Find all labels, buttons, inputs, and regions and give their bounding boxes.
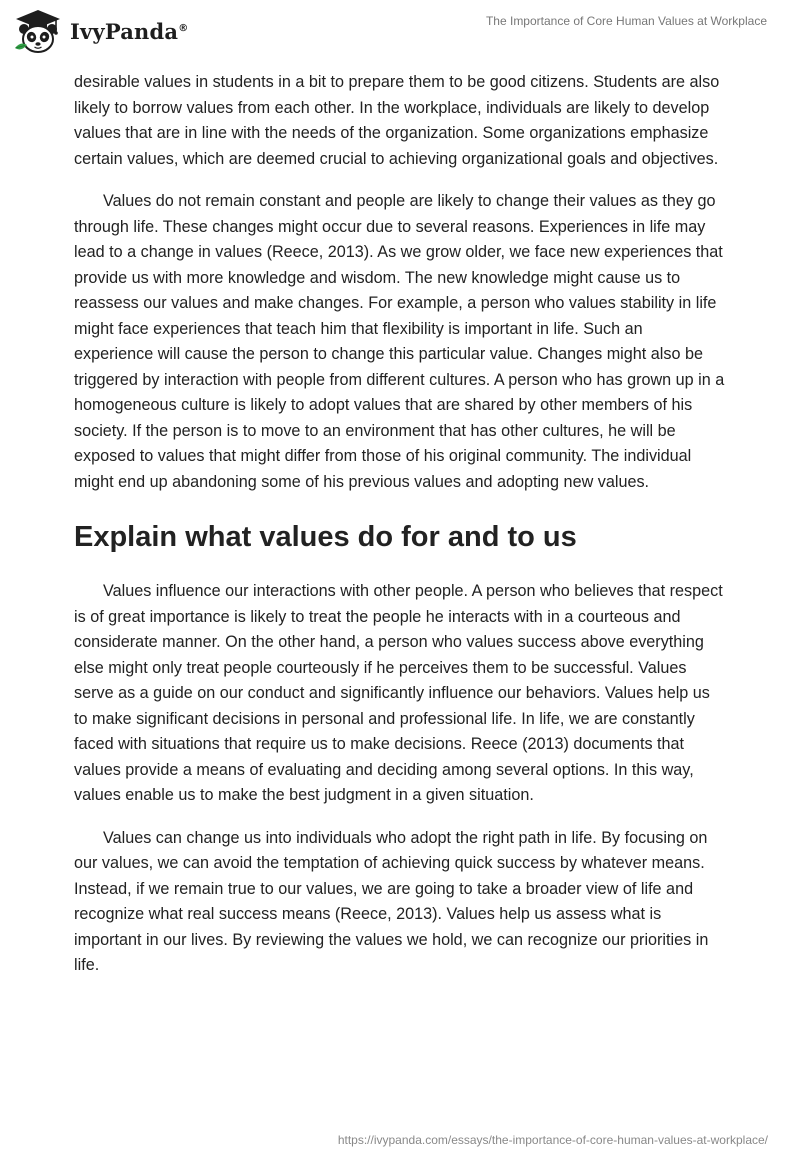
paragraph: Values influence our interactions with other people. A person who believes that respect is of great importance is likely to treat the people he interacts with in a courteous and considerate manner. On the other hand, a person who values success above everything else might only treat people courteously if he perceives them to be successful. Values serve as a guide on our conduct and significantly influence our behaviors. Values help us to make significant decisions in personal and professional life. In life, we are constantly faced with situations that require us to make decisions. Reece (2013) documents that values provide a means of evaluating and deciding among several options. In this way, values enable us to make the best judgment in a given situation. xyxy=(74,582,723,804)
paragraph: Values do not remain constant and people are likely to change their values as they go through life. These changes might occur due to several reasons. Experiences in life may lead to a change in values (Reece, 2013). As we grow older, we face new experiences that provide us with more knowledge and wisdom. The new knowledge might cause us to reassess our values and make changes. For example, a person who values stability in life might face experiences that teach him that flexibility is important in life. Such an experience will cause the person to change this particular value. Changes might also be triggered by interaction with people from different cultures. A person who has grown up in a homogeneous culture is likely to adopt values that are shared by other members of his society. If the person is to move to an environment that has other cultures, he will be exposed to values that might differ from those of his original community. The individual might end up abandoning some of his previous values and adopting new values. xyxy=(74,192,725,491)
section-heading: Explain what values do for and to us xyxy=(74,521,577,553)
document-title: The Importance of Core Human Values at Workplace xyxy=(485,14,767,28)
paragraph: Values can change us into individuals who adopt the right path in life. By focusing on our values, we can avoid the temptation of achieving quick success by whatever means. Instead, if we remain true to our values, we are going to take a broader view of life and recognize what real success means (Reece, 2013). Values help us assess what is important in our lives. By reviewing the values we hold, we can recognize our priorities in life. xyxy=(74,828,709,974)
panda-graduate-icon xyxy=(12,8,64,54)
paragraph: desirable values in students in a bit to prepare them to be good citizens. Students are also likely to borrow values from each other. In the workplace, individuals are likely to develop values that are in line with the needs of the organization. Some organizations emphasize certain values, which are deemed crucial to achieving organizational goals and objectives. xyxy=(74,73,720,168)
source-url[interactable]: https://ivypanda.com/essays/the-importance-of-core-human-values-at-workplace/ xyxy=(337,1133,768,1147)
article-body xyxy=(74,70,726,996)
logo-wordmark: IvyPanda® xyxy=(70,18,189,44)
page-header xyxy=(0,0,800,60)
ivypanda-logo[interactable] xyxy=(12,8,188,54)
